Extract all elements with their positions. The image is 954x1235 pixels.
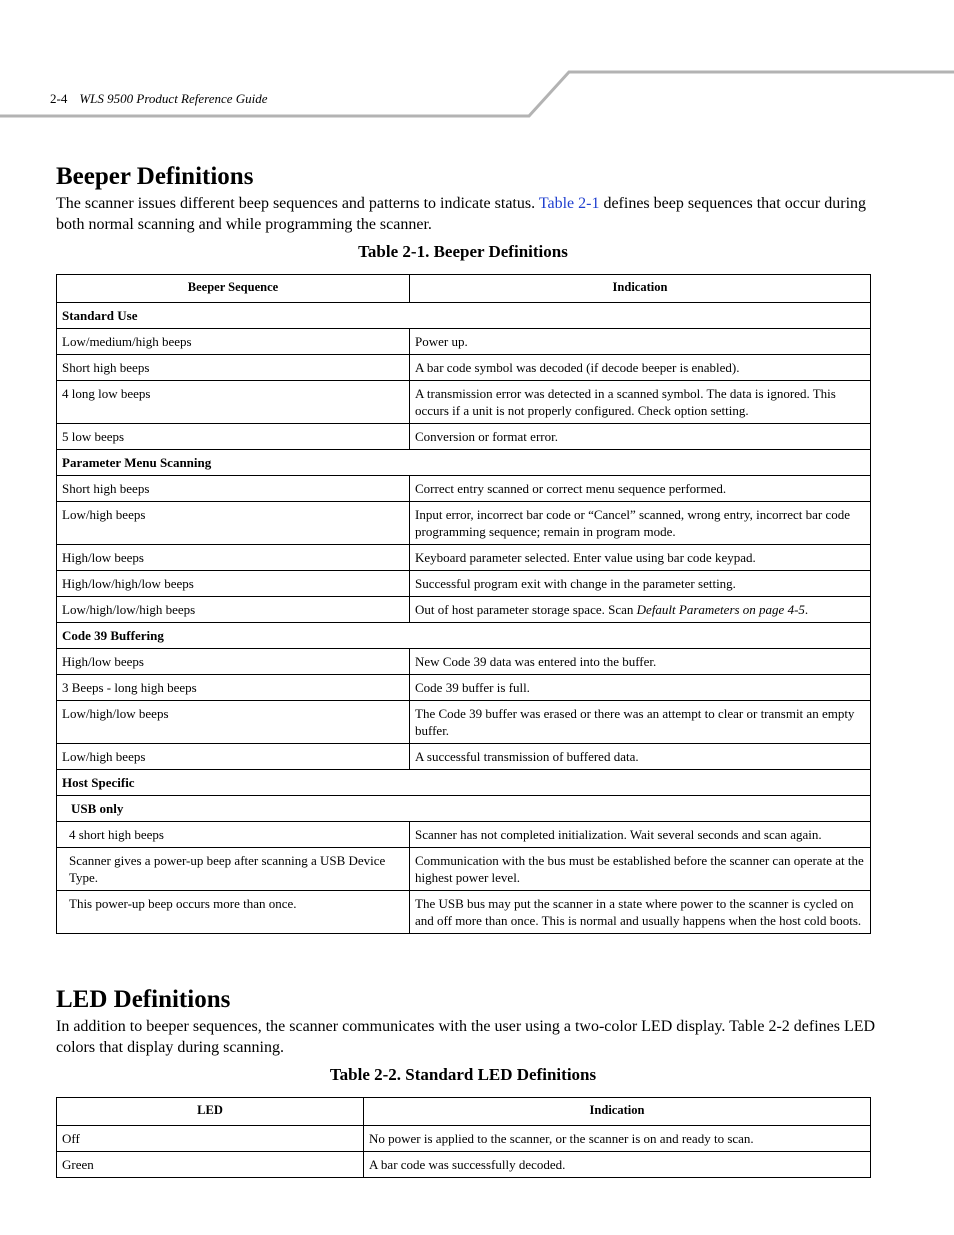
beeper-intro-text-1: The scanner issues different beep sequences and patterns to indicate status. [56, 195, 539, 212]
header-rule-graphic [0, 0, 954, 130]
beep-sequence: Short high beeps [57, 355, 410, 381]
beep-indication: Successful program exit with change in the parameter setting. [410, 571, 871, 597]
indication-text: Out of host parameter storage space. Scan [415, 602, 637, 617]
beep-indication: Code 39 buffer is full. [410, 675, 871, 701]
default-parameters-reference[interactable]: Default Parameters on page 4-5 [636, 602, 805, 617]
table-row [57, 1126, 871, 1152]
page-header [0, 0, 954, 130]
col-header-indication: Indication [364, 1098, 871, 1126]
section-standard-use: Standard Use [57, 303, 871, 329]
led-state: Off [57, 1126, 364, 1152]
beep-indication: The USB bus may put the scanner in a state where power to the scanner is cycled on and off more than once. This is normal and usually happens when the host cold boots. [410, 891, 871, 934]
section-row [57, 796, 871, 822]
beep-indication [410, 597, 871, 623]
table-row [57, 502, 871, 545]
guide-title: WLS 9500 Product Reference Guide [79, 91, 268, 106]
beep-indication: Conversion or format error. [410, 424, 871, 450]
beep-indication: A successful transmission of buffered data. [410, 744, 871, 770]
led-intro: In addition to beeper sequences, the scanner communicates with the user using a two-color LED display. Table 2-2 defines LED colors that display during scanning. [56, 1018, 876, 1056]
led-state: Green [57, 1152, 364, 1178]
beep-indication: Keyboard parameter selected. Enter value using bar code keypad. [410, 545, 871, 571]
led-indication: No power is applied to the scanner, or the scanner is on and ready to scan. [364, 1126, 871, 1152]
indication-end: . [804, 602, 809, 617]
table-row [57, 597, 871, 623]
table-row [57, 848, 871, 891]
subsection-usb-only: USB only [57, 796, 871, 822]
beep-indication: New Code 39 data was entered into the buffer. [410, 649, 871, 675]
table-row [57, 381, 871, 424]
section-row [57, 303, 871, 329]
beep-sequence: Low/medium/high beeps [57, 329, 410, 355]
section-parameter-menu: Parameter Menu Scanning [57, 450, 871, 476]
beep-indication: Correct entry scanned or correct menu sequence performed. [410, 476, 871, 502]
beep-indication: Scanner has not completed initialization. Wait several seconds and scan again. [410, 822, 871, 848]
section-host-specific: Host Specific [57, 770, 871, 796]
beep-sequence: 5 low beeps [57, 424, 410, 450]
beep-sequence: 4 short high beeps [57, 822, 410, 848]
beep-indication: Power up. [410, 329, 871, 355]
beeper-heading: Beeper Definitions [56, 163, 254, 190]
section-row [57, 450, 871, 476]
table-row [57, 329, 871, 355]
table-row [57, 744, 871, 770]
page-number: 2-4 [50, 91, 68, 106]
beep-sequence: High/low beeps [57, 649, 410, 675]
beep-sequence: This power-up beep occurs more than once. [57, 891, 410, 934]
beep-indication: A transmission error was detected in a scanned symbol. The data is ignored. This occurs if a unit is not properly configured. Check option setting. [410, 381, 871, 424]
beeper-table-caption: Table 2-1. Beeper Definitions [358, 242, 568, 261]
table-row [57, 571, 871, 597]
table-row [57, 355, 871, 381]
table-2-1-link[interactable]: Table 2-1 [538, 195, 600, 212]
led-table-caption: Table 2-2. Standard LED Definitions [329, 1065, 597, 1084]
beep-sequence: 3 Beeps - long high beeps [57, 675, 410, 701]
beeper-intro [56, 193, 876, 235]
col-header-indication: Indication [410, 275, 871, 303]
col-header-sequence: Beeper Sequence [57, 275, 410, 303]
table-row [57, 476, 871, 502]
beep-sequence: High/low beeps [57, 545, 410, 571]
col-header-led: LED [57, 1098, 364, 1126]
beep-sequence: Scanner gives a power-up beep after scanning a USB Device Type. [57, 848, 410, 891]
led-heading: LED Definitions [56, 986, 231, 1013]
beep-sequence: Low/high beeps [57, 502, 410, 545]
beep-sequence: Low/high beeps [57, 744, 410, 770]
table-row [57, 545, 871, 571]
table-row [57, 649, 871, 675]
beep-sequence: Low/high/low/high beeps [57, 597, 410, 623]
table-header-row [57, 275, 871, 303]
beep-sequence: Low/high/low beeps [57, 701, 410, 744]
table-row [57, 822, 871, 848]
table-row [57, 424, 871, 450]
table-header-row [57, 1098, 871, 1126]
beeper-definitions-table [56, 274, 871, 934]
table-row [57, 675, 871, 701]
table-row [57, 1152, 871, 1178]
beep-indication: The Code 39 buffer was erased or there was an attempt to clear or transmit an empty buffer. [410, 701, 871, 744]
table-row [57, 891, 871, 934]
beeper-intro-text-2: defines beep sequences that occur during both normal scanning and while programming the scanner. [56, 195, 867, 233]
beep-sequence: 4 long low beeps [57, 381, 410, 424]
beep-sequence: Short high beeps [57, 476, 410, 502]
beep-indication: Input error, incorrect bar code or “Cancel” scanned, wrong entry, incorrect bar code programming sequence; remain in program mode. [410, 502, 871, 545]
section-row [57, 770, 871, 796]
led-indication: A bar code was successfully decoded. [364, 1152, 871, 1178]
table-row [57, 701, 871, 744]
beep-sequence: High/low/high/low beeps [57, 571, 410, 597]
section-code39-buffering: Code 39 Buffering [57, 623, 871, 649]
running-header [50, 91, 268, 107]
beep-indication: Communication with the bus must be established before the scanner can operate at the highest power level. [410, 848, 871, 891]
section-row [57, 623, 871, 649]
led-definitions-table [56, 1097, 871, 1178]
beep-indication: A bar code symbol was decoded (if decode beeper is enabled). [410, 355, 871, 381]
